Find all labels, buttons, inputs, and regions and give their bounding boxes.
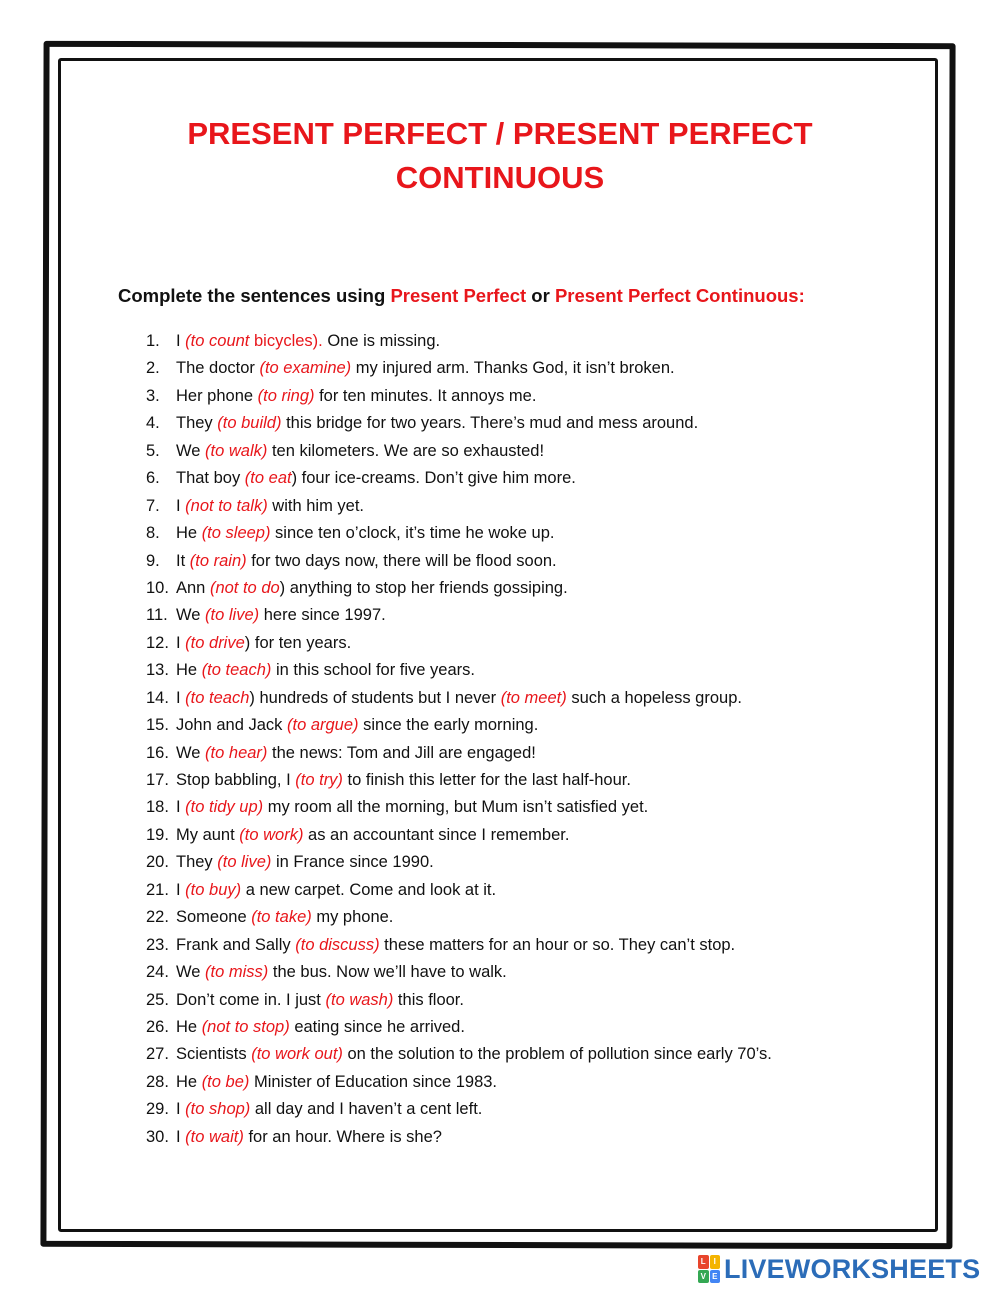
exercise-number: 28. (146, 1072, 169, 1091)
exercise-number: 30. (146, 1127, 169, 1146)
exercise-item (146, 849, 772, 876)
exercise-number: 27. (146, 1045, 169, 1064)
exercise-number: 29. (146, 1100, 169, 1119)
exercise-number: 4. (146, 414, 160, 433)
instruction-prefix: Complete the sentences using (118, 285, 391, 306)
title-line-2: CONTINUOUS (395, 160, 605, 195)
exercise-item (146, 520, 772, 547)
sentence-text: my phone. (311, 908, 394, 927)
verb-prompt: (to take) (251, 908, 312, 927)
sentence-text: My aunt (176, 825, 240, 844)
badge-letter: E (710, 1270, 721, 1284)
exercise-number: 5. (146, 441, 160, 460)
exercise-item (146, 932, 772, 959)
sentence-text: We (176, 743, 206, 762)
sentence-text: Frank and Sally (176, 935, 296, 954)
verb-prompt: (to meet) (500, 688, 567, 707)
sentence-text: this floor. (393, 990, 464, 1009)
sentence-text: I (176, 880, 186, 899)
exercise-item (146, 685, 772, 712)
sentence-text: Don’t come in. I just (176, 990, 326, 1009)
verb-prompt: (to shop) (185, 1100, 251, 1119)
verb-prompt: (to discuss) (295, 935, 380, 954)
sentence-text: ) for ten years. (244, 633, 352, 652)
sentence-text: in this school for five years. (271, 661, 475, 680)
sentence-text: for ten minutes. It annoys me. (314, 386, 537, 405)
exercise-list (146, 328, 772, 1151)
sentence-text: a new carpet. Come and look at it. (241, 880, 497, 899)
verb-prompt: (to rain) (189, 551, 247, 570)
exercise-number: 2. (146, 359, 160, 378)
sentence-text: ) hundreds of students but I never (249, 688, 501, 707)
verb-prompt: (to live) (217, 853, 272, 872)
exercise-number: 7. (146, 496, 160, 515)
exercise-number: 14. (146, 688, 169, 707)
sentence-text: since the early morning. (358, 716, 539, 735)
sentence-text: the bus. Now we’ll have to walk. (268, 963, 507, 982)
sentence-text: They (176, 853, 218, 872)
liveworksheets-wordmark: LIVEWORKSHEETS (724, 1253, 981, 1284)
verb-prompt: (to work) (239, 825, 304, 844)
sentence-text: Minister of Education since 1983. (249, 1072, 498, 1091)
sentence-text: I (176, 332, 186, 350)
exercise-number: 18. (146, 798, 169, 817)
verb-prompt: (to argue) (287, 716, 359, 735)
exercise-item (146, 740, 772, 767)
exercise-number: 17. (146, 771, 169, 789)
exercise-number: 24. (146, 963, 169, 982)
exercise-item (146, 1014, 772, 1041)
verb-prompt: (to examine) (259, 359, 352, 378)
sentence-text: such a hopeless group. (566, 688, 742, 707)
exercise-number: 9. (146, 551, 160, 570)
exercise-number: 22. (146, 908, 169, 927)
exercise-item (146, 1069, 772, 1096)
sentence-text: I (176, 1100, 186, 1119)
exercise-item (146, 630, 772, 657)
verb-prompt: (to wash) (325, 990, 394, 1009)
exercise-item (146, 877, 772, 904)
exercise-item (146, 767, 772, 794)
sentence-text: ) anything to stop her friends gossiping. (279, 578, 568, 597)
exercise-item (146, 1096, 772, 1123)
verb-prompt: (to sleep) (201, 524, 271, 543)
sentence-text: all day and I haven’t a cent left. (250, 1100, 483, 1119)
sentence-text: eating since he arrived. (289, 1017, 465, 1036)
exercise-item (146, 1124, 772, 1151)
exercise-item (146, 712, 772, 739)
sentence-text: He (176, 1017, 202, 1036)
sentence-text: It (176, 551, 190, 570)
verb-prompt: (not to stop) (201, 1017, 290, 1036)
exercise-number: 3. (146, 386, 160, 405)
sentence-text: We (176, 963, 206, 982)
exercise-number: 1. (146, 332, 160, 350)
verb-prompt: (to be) (201, 1072, 250, 1091)
verb-prompt: (to buy) (185, 880, 242, 899)
exercise-number: 10. (146, 578, 169, 597)
exercise-item (146, 410, 772, 437)
sentence-text: He (176, 1072, 202, 1091)
sentence-text: this bridge for two years. There’s mud and mess around. (281, 414, 699, 433)
verb-prompt: (not to do (209, 578, 280, 597)
sentence-text: on the solution to the problem of pollution since early 70’s. (342, 1045, 772, 1064)
exercise-number: 11. (146, 606, 168, 625)
badge-letter: V (698, 1270, 709, 1284)
sentence-text: He (176, 524, 202, 543)
verb-prompt: bicycles). (249, 332, 323, 350)
sentence-text: my room all the morning, but Mum isn’t satisfied yet. (263, 798, 649, 817)
sentence-text: John and Jack (176, 716, 287, 735)
exercise-number: 12. (146, 633, 169, 652)
exercise-item (146, 1041, 772, 1068)
sentence-text: We (176, 441, 206, 460)
exercise-item (146, 987, 772, 1014)
worksheet-title (100, 112, 900, 200)
sentence-text: We (176, 606, 206, 625)
sentence-text: One is missing. (322, 332, 441, 350)
exercise-number: 25. (146, 990, 169, 1009)
exercise-number: 8. (146, 524, 160, 543)
sentence-text: Her phone (176, 386, 258, 405)
exercise-item (146, 548, 772, 575)
instruction-term-present-perfect-continuous: Present Perfect Continuous: (554, 285, 805, 306)
sentence-text: Ann (176, 578, 210, 597)
sentence-text: ten kilometers. We are so exhausted! (267, 441, 545, 460)
verb-prompt: (not to talk) (185, 496, 268, 515)
sentence-text: I (176, 798, 186, 817)
sentence-text: my injured arm. Thanks God, it isn’t broken. (351, 359, 675, 378)
exercise-number: 13. (146, 661, 169, 680)
exercise-item (146, 904, 772, 931)
sentence-text: He (176, 661, 202, 680)
sentence-text: That boy (176, 469, 245, 488)
sentence-text: as an accountant since I remember. (303, 825, 570, 844)
sentence-text: for two days now, there will be flood soon. (246, 551, 557, 570)
exercise-item (146, 602, 772, 629)
sentence-text: I (176, 633, 186, 652)
verb-prompt: (to live) (205, 606, 260, 625)
exercise-number: 19. (146, 825, 169, 844)
exercise-number: 6. (146, 469, 160, 488)
exercise-item (146, 383, 772, 410)
exercise-number: 26. (146, 1017, 169, 1036)
verb-prompt: (to drive (185, 633, 245, 652)
instruction-text (118, 282, 805, 310)
exercise-item (146, 575, 772, 602)
sentence-text: I (176, 496, 186, 515)
exercise-number: 20. (146, 853, 169, 872)
sentence-text: ) four ice-creams. Don’t give him more. (291, 469, 576, 488)
exercise-number: 15. (146, 716, 169, 735)
badge-letter: L (698, 1255, 709, 1269)
sentence-text: Someone (176, 908, 252, 927)
sentence-text: Scientists (176, 1045, 252, 1064)
exercise-item (146, 822, 772, 849)
liveworksheets-badge-icon (698, 1255, 720, 1283)
exercise-item (146, 465, 772, 492)
exercise-number: 16. (146, 743, 169, 762)
sentence-text: in France since 1990. (271, 853, 434, 872)
verb-prompt: (to count (185, 332, 250, 350)
exercise-item (146, 493, 772, 520)
verb-prompt: (to hear) (205, 743, 268, 762)
sentence-text: The doctor (176, 359, 260, 378)
verb-prompt: (to teach (185, 688, 250, 707)
sentence-text: the news: Tom and Jill are engaged! (267, 743, 536, 762)
exercise-item (146, 328, 772, 355)
title-line-1: PRESENT PERFECT / PRESENT PERFECT (187, 116, 813, 151)
instruction-connector: or (526, 285, 555, 306)
verb-prompt: (to eat (244, 469, 292, 488)
verb-prompt: (to miss) (205, 963, 269, 982)
exercise-item (146, 794, 772, 821)
exercise-number: 23. (146, 935, 169, 954)
instruction-term-present-perfect: Present Perfect (390, 285, 527, 306)
sentence-text: since ten o’clock, it’s time he woke up. (270, 524, 555, 543)
exercise-number: 21. (146, 880, 169, 899)
verb-prompt: (to build) (217, 414, 282, 433)
sentence-text: Stop babbling, I (176, 771, 296, 789)
verb-prompt: (to ring) (257, 386, 315, 405)
exercise-item (146, 438, 772, 465)
sentence-text: They (176, 414, 218, 433)
sentence-text: to finish this letter for the last half-hour. (342, 771, 631, 789)
exercise-item (146, 959, 772, 986)
verb-prompt: (to walk) (205, 441, 268, 460)
verb-prompt: (to wait) (185, 1127, 244, 1146)
verb-prompt: (to tidy up) (185, 798, 264, 817)
sentence-text: with him yet. (267, 496, 364, 515)
sentence-text: for an hour. Where is she? (243, 1127, 442, 1146)
exercise-item (146, 657, 772, 684)
liveworksheets-logo (698, 1252, 980, 1286)
sentence-text: I (176, 688, 186, 707)
badge-letter: I (710, 1255, 721, 1269)
verb-prompt: (to work out) (251, 1045, 343, 1064)
sentence-text: I (176, 1127, 186, 1146)
verb-prompt: (to try) (295, 771, 343, 789)
exercise-item (146, 355, 772, 382)
sentence-text: these matters for an hour or so. They can’t stop. (379, 935, 736, 954)
sentence-text: here since 1997. (259, 606, 386, 625)
verb-prompt: (to teach) (201, 661, 272, 680)
